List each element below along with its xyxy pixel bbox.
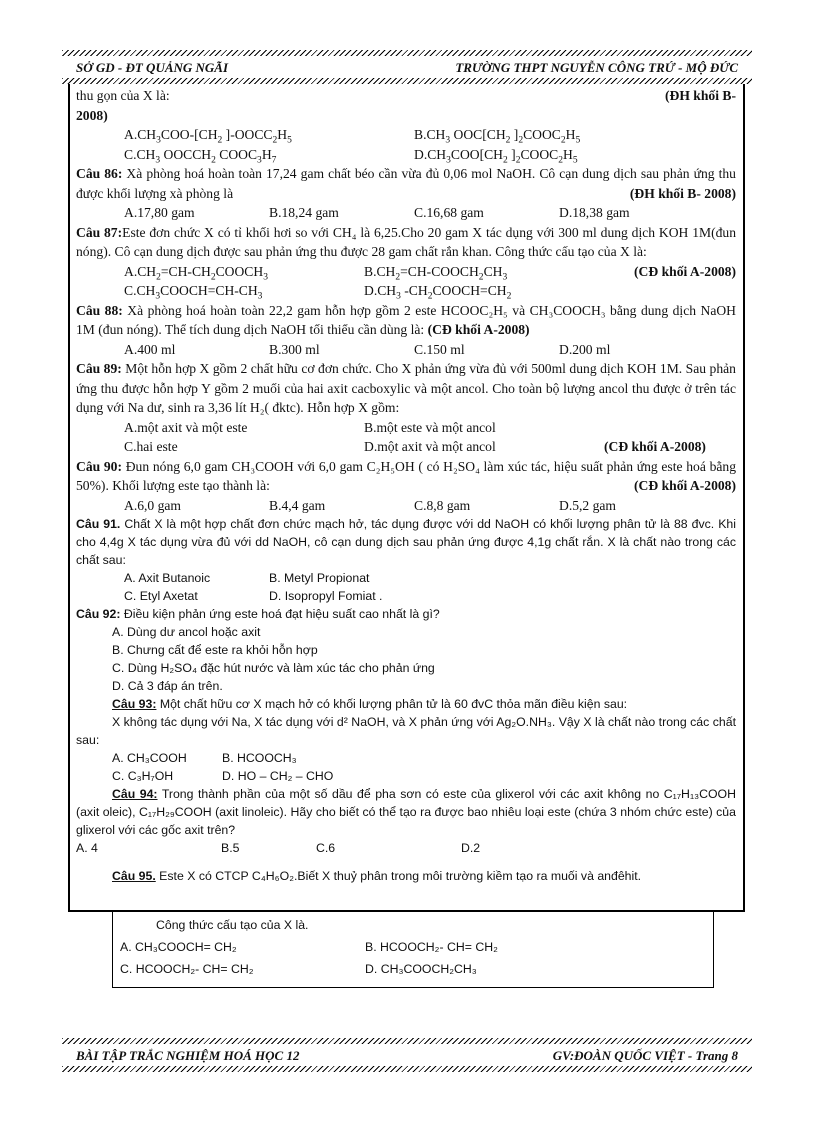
q90-option-b: B.4,4 gam — [269, 497, 326, 513]
q87-text: Este đơn chức X có tỉ khối hơi so với CH₄ là 6,25.Cho 20 gam X tác dụng với 300 ml dung dịch KOH 1M(đun nóng). Cô cạn dung dịch được sau phản ứng thu được 28 gam chất rắn khan. Công thức cấu tạo của X là: — [76, 224, 737, 259]
footer-left: BÀI TẬP TRẮC NGHIỆM HOÁ HỌC 12 — [76, 1048, 300, 1063]
q86-option-c: C.16,68 gam — [414, 205, 484, 220]
q88-option-c: C.150 ml — [414, 341, 465, 357]
q91-option-b: B. Metyl Propionat — [269, 571, 370, 585]
q92-text: Điều kiện phản ứng este hoá đạt hiệu suất cao nhất là gì? — [123, 607, 440, 621]
q92-label: Câu 92: — [76, 607, 121, 621]
q87-option-d: $D.CH_3$ $-CH_2COOCH=CH_2$ — [364, 283, 512, 302]
q88-text: Xà phòng hoá hoàn toàn 22,2 gam hỗn hợp gồm 2 este HCOOC₂H₅ và CH₃COOCH₃ bằng dung dịch NaOH 1M (đun nóng). Thể tích dung dịch NaOH tối thiểu cần dùng là: — [76, 302, 736, 337]
q86 — [76, 164, 736, 203]
q88-option-b: B.300 ml — [269, 341, 320, 357]
footer-border-bottom — [62, 1066, 752, 1072]
q94-text: Trong thành phần của một số dầu để pha sơn có este của glixerol với các axit không no C₁₇H₁₃COOH (axit oleic), C₁₇H₂₉COOH (axit linoleic). Hãy cho biết có thể tạo ra được bao nhiêu loại este (chứa 3 nhóm chức este) của glixerol với các gốc axit trên? — [76, 787, 736, 837]
q85-option-c: $C.CH_3$ $OOCCH_2$ $COOC_3H_7$ — [124, 146, 277, 166]
q89-options-row1 — [76, 418, 736, 438]
q85-options-row1 — [76, 125, 736, 145]
q88-label: Câu 88: — [76, 302, 123, 318]
q87-option-a: $A.CH_2=CH-CH_2COOCH_3$ — [124, 263, 268, 283]
q86-source: (ĐH khối B- 2008) — [629, 185, 736, 201]
q92-option-d: D. Cả 3 đáp án trên. — [112, 679, 223, 693]
q92-option-c: C. Dùng H₂SO₄ đặc hút nước và làm xúc tác cho phản ứng — [112, 661, 435, 675]
q87-source: (CĐ khối A-2008) — [634, 263, 736, 279]
q94 — [76, 785, 736, 839]
q94-option-d: D.2 — [461, 841, 481, 855]
q89-label: Câu 89: — [76, 361, 122, 376]
q95 — [76, 867, 736, 885]
q90-options — [76, 496, 736, 516]
q95-option-d: D. CH₃COOCH₂CH₃ — [365, 962, 477, 976]
q86-option-d: D.18,38 gam — [559, 205, 630, 220]
q89-option-a: A.một axit và một este — [124, 419, 248, 435]
q85-tail — [76, 86, 736, 106]
page-header — [66, 58, 746, 78]
header-left: SỞ GD - ĐT QUẢNG NGÃI — [76, 60, 229, 75]
q91-block — [76, 515, 736, 885]
q90-text: Đun nóng 6,0 gam CH₃COOH với 6,0 gam C₂H₅OH ( có H₂SO₄ làm xúc tác, hiệu suất phản ứng este hoá bằng 50%). Khối lượng este tạo thành là: — [76, 458, 736, 493]
q89-option-d: D.một axit và một ancol — [364, 439, 496, 454]
q90 — [76, 457, 736, 496]
q90-option-d: D.5,2 gam — [559, 497, 617, 513]
q85-source-cont: 2008) — [76, 107, 108, 123]
q94-options — [76, 839, 736, 857]
header-border-top — [62, 50, 752, 56]
q88-source: (CĐ khối A-2008) — [427, 322, 530, 337]
questions-body — [76, 86, 736, 885]
q92 — [76, 605, 736, 623]
q90-source: (CĐ khối A-2008) — [634, 478, 736, 493]
q91-options-row2 — [76, 587, 736, 605]
q94-option-c: C.6 — [316, 841, 336, 855]
q94-option-a: A. 4 — [76, 841, 98, 855]
q95-text: Este X có CTCP C₄H₆O₂.Biết X thuỷ phân trong môi trường kiềm tạo ra muối và anđêhit. — [159, 869, 642, 883]
q85-option-d: $D.CH_3COO[CH_2$ ]$_2COOC_2H_5$ — [414, 146, 578, 166]
q89-options-row2 — [76, 437, 736, 457]
q91-option-c: C. Etyl Axetat — [124, 589, 198, 603]
header-right: TRƯỜNG THPT NGUYỄN CÔNG TRỨ - MỘ ĐỨC — [455, 60, 738, 75]
q95-options-row1 — [120, 936, 710, 958]
q86-text: Xà phòng hoá hoàn toàn 17,24 gam chất béo cần vừa đủ 0,06 mol NaOH. Cô cạn dung dịch sau phản ứng thu được khối lượng xà phòng là — [76, 166, 736, 201]
q88 — [76, 301, 736, 340]
page-footer — [66, 1046, 746, 1066]
q95-text2: Công thức cấu tạo của X là. — [156, 918, 309, 932]
q87-option-b: $B.CH_2=CH-COOCH_2CH_3$ — [364, 263, 508, 283]
q87-options-row2 — [76, 281, 736, 301]
q91-text: Chất X là một hợp chất đơn chức mạch hở, tác dụng được với dd NaOH có khối lượng phân tử là 88 đvc. Khi cho 4,4g X tác dụng vừa đủ với dd NaOH, cô cạn dung dịch sau phản ứng được 4,1g chất rắn. X là chất nào trong các chất sau: — [76, 517, 736, 567]
q85-source: (ĐH khối B- — [664, 88, 736, 103]
q93-text2: X không tác dụng với Na, X tác dụng với d² NaOH, và X phản ứng với Ag₂O.NH₃. Vậy X là chất nào trong các chất sau: — [76, 715, 736, 747]
q88-option-d: D.200 ml — [559, 341, 611, 357]
q93-option-d: D. HO – CH₂ – CHO — [222, 769, 334, 783]
q88-options — [76, 340, 736, 360]
q93-option-a: A. CH₃COOH — [112, 751, 187, 765]
q91-option-d: D. Isopropyl Fomiat . — [269, 589, 383, 603]
q95-continuation — [120, 914, 710, 980]
q93-options-row1 — [76, 749, 736, 767]
q92-option-b: B. Chưng cất để este ra khỏi hỗn hợp — [112, 643, 318, 657]
q95-option-b: B. HCOOCH₂- CH= CH₂ — [365, 940, 498, 954]
q87-option-c: $C.CH_3COOCH=CH-CH_3$ — [124, 283, 263, 302]
q93-options-row2 — [76, 767, 736, 785]
q85-options-row2 — [76, 145, 736, 165]
q93 — [76, 695, 736, 713]
q89-text: Một hỗn hợp X gồm 2 chất hữu cơ đơn chức. Cho X phản ứng vừa đủ với 500ml dung dịch KOH 1M. Sau phản ứng thu được hỗn hợp Y gồm 2 muối của hai axit cacboxylic và một ancol. Cho toàn bộ lượng ancol thu được ở trên tác dụng với Na dư, sinh ra 3,36 lít H₂( đktc). Hỗn hợp X gồm: — [76, 361, 736, 415]
q91-label: Câu 91. — [76, 517, 121, 531]
q87-label: Câu 87: — [76, 224, 123, 240]
q86-option-b: B.18,24 gam — [269, 205, 339, 220]
q95-option-a: A. CH₃COOCH= CH₂ — [120, 940, 237, 954]
q85-option-b: $B.CH_3$ $OOC[CH_2$ ]$_2COOC_2H_5$ — [414, 127, 581, 146]
q90-label: Câu 90: — [76, 458, 123, 474]
q86-option-a: A.17,80 gam — [124, 205, 195, 220]
q89-option-c: C.hai este — [124, 439, 178, 454]
q93-option-c: C. C₃H₇OH — [112, 769, 174, 783]
q92-option-a: A. Dùng dư ancol hoặc axit — [112, 625, 261, 639]
q93-text: Một chất hữu cơ X mạch hở có khối lượng phân tử là 60 đvC thỏa mãn điều kiện sau: — [159, 697, 628, 711]
q85-text: thu gọn của X là: — [76, 88, 170, 103]
q95-options-row2 — [120, 958, 710, 980]
q95-label: Câu 95. — [112, 869, 156, 883]
q89 — [76, 359, 736, 418]
q89-source: (CĐ khối A-2008) — [604, 439, 706, 454]
q86-options — [76, 203, 736, 223]
q94-label: Câu 94: — [112, 787, 158, 801]
q91-options-row1 — [76, 569, 736, 587]
footer-right: GV:ĐOÀN QUỐC VIỆT - Trang 8 — [552, 1048, 738, 1063]
q86-label: Câu 86: — [76, 166, 123, 181]
q90-option-c: C.8,8 gam — [414, 497, 471, 513]
q85-option-a: $A.CH_3COO-[CH_2$ ]$-OOCC_2H_5$ — [124, 127, 292, 146]
footer-border-top — [62, 1038, 752, 1044]
q87-options-row1 — [76, 262, 634, 282]
q90-option-a: A.6,0 gam — [124, 497, 182, 513]
q93-option-b: B. HCOOCH₃ — [222, 751, 297, 765]
q94-option-b: B.5 — [221, 841, 240, 855]
q89-option-b: B.một este và một ancol — [364, 419, 496, 435]
q88-option-a: A.400 ml — [124, 341, 176, 357]
q91-option-a: A. Axit Butanoic — [124, 571, 211, 585]
q91 — [76, 515, 736, 569]
q93-label: Câu 93: — [112, 697, 157, 711]
q95-option-c: C. HCOOCH₂- CH= CH₂ — [120, 962, 254, 976]
